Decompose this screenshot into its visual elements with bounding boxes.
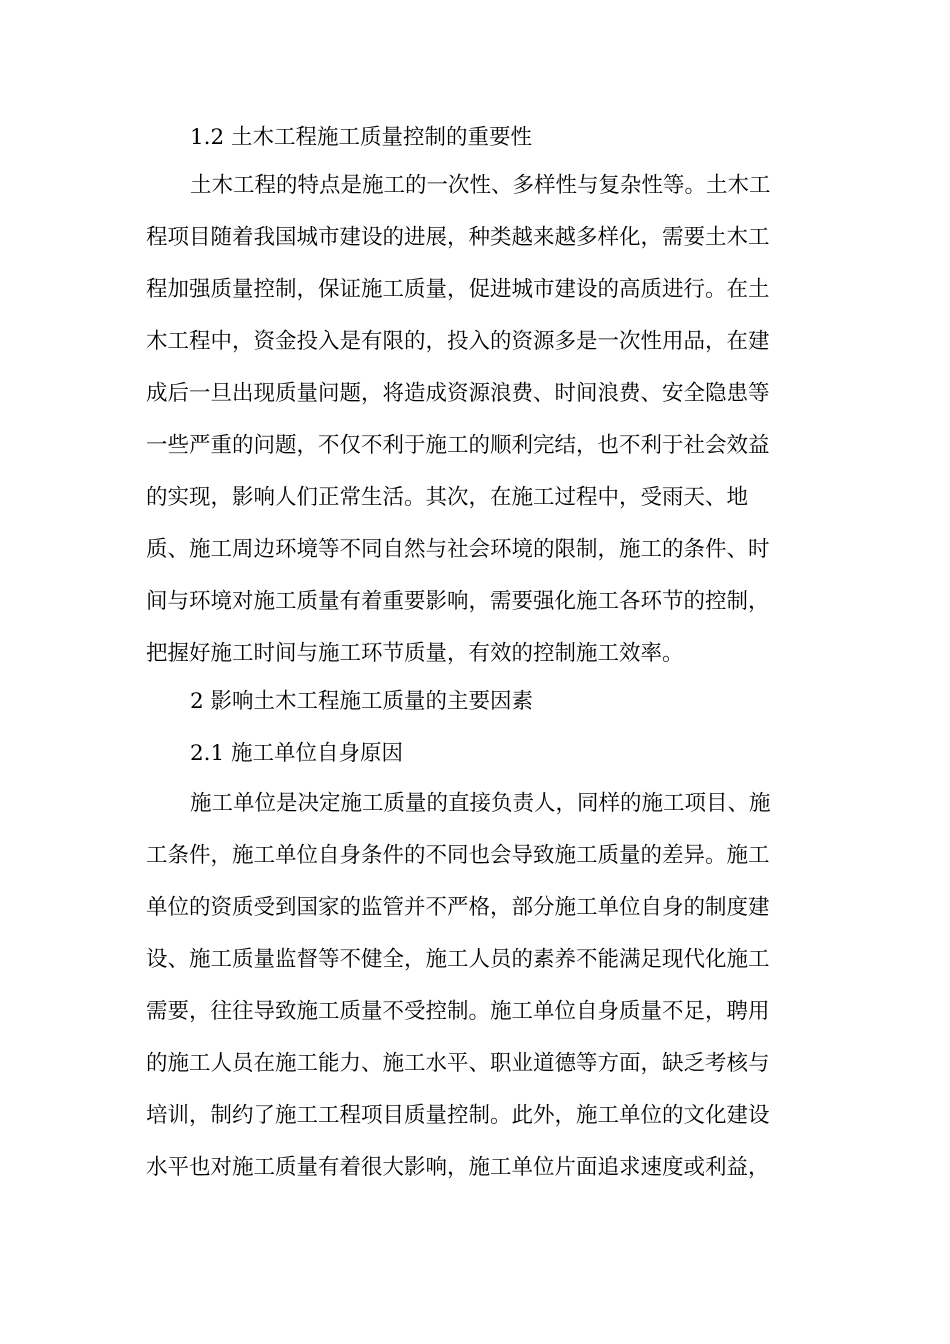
heading-text: 2 影响土木工程施工质量的主要因素 (190, 689, 534, 714)
paragraph-line-text: 土木工程的特点是施工的一次性、多样性与复杂性等。土木工 (190, 173, 771, 198)
section-heading (0, 682, 950, 722)
paragraph-line-text: 质、施工周边环境等不同自然与社会环境的限制，施工的条件、时 (146, 537, 770, 562)
paragraph-line (0, 374, 950, 414)
paragraph-line (0, 582, 950, 622)
paragraph-line (0, 322, 950, 362)
paragraph-line-text: 需要，往往导致施工质量不受控制。施工单位自身质量不足，聘用 (146, 999, 770, 1024)
paragraph-line (0, 218, 950, 258)
paragraph-line (0, 1148, 950, 1188)
paragraph-line (0, 426, 950, 466)
paragraph-line-text: 木工程中，资金投入是有限的，投入的资源多是一次性用品，在建 (146, 329, 770, 354)
paragraph-line-text: 程项目随着我国城市建设的进展，种类越来越多样化，需要土木工 (146, 225, 770, 250)
paragraph-line-text: 单位的资质受到国家的监管并不严格，部分施工单位自身的制度建 (146, 895, 770, 920)
paragraph-line (0, 888, 950, 928)
paragraph-line-text: 把握好施工时间与施工环节质量，有效的控制施工效率。 (146, 641, 684, 666)
paragraph-line (0, 940, 950, 980)
heading-text: 2.1 施工单位自身原因 (190, 741, 404, 766)
paragraph-line-text: 的实现，影响人们正常生活。其次，在施工过程中，受雨天、地 (146, 485, 749, 510)
paragraph-line-text: 程加强质量控制，保证施工质量，促进城市建设的高质进行。在土 (146, 277, 770, 302)
paragraph-line (0, 478, 950, 518)
paragraph-line-text: 间与环境对施工质量有着重要影响，需要强化施工各环节的控制， (146, 589, 770, 614)
heading-text: 1.2 土木工程施工质量控制的重要性 (190, 125, 533, 150)
paragraph-line-text: 一些严重的问题，不仅不利于施工的顺利完结，也不利于社会效益 (146, 433, 770, 458)
paragraph-line-text: 施工单位是决定施工质量的直接负责人，同样的施工项目、施 (190, 791, 771, 816)
paragraph-line-text: 培训，制约了施工工程项目质量控制。此外，施工单位的文化建设 (146, 1103, 770, 1128)
section-heading (0, 118, 950, 158)
paragraph-line (0, 634, 950, 674)
paragraph-line-text: 水平也对施工质量有着很大影响，施工单位片面追求速度或利益， (146, 1155, 770, 1180)
paragraph-line (0, 784, 950, 824)
paragraph-line (0, 836, 950, 876)
paragraph-line-text: 成后一旦出现质量问题，将造成资源浪费、时间浪费、安全隐患等 (146, 381, 770, 406)
paragraph-line (0, 166, 950, 206)
paragraph-line (0, 1096, 950, 1136)
paragraph-line (0, 530, 950, 570)
paragraph-line (0, 992, 950, 1032)
paragraph-line-text: 的施工人员在施工能力、施工水平、职业道德等方面，缺乏考核与 (146, 1051, 770, 1076)
section-heading (0, 734, 950, 774)
paragraph-line-text: 设、施工质量监督等不健全，施工人员的素养不能满足现代化施工 (146, 947, 770, 972)
paragraph-line (0, 270, 950, 310)
paragraph-line-text: 工条件，施工单位自身条件的不同也会导致施工质量的差异。施工 (146, 843, 770, 868)
paragraph-line (0, 1044, 950, 1084)
